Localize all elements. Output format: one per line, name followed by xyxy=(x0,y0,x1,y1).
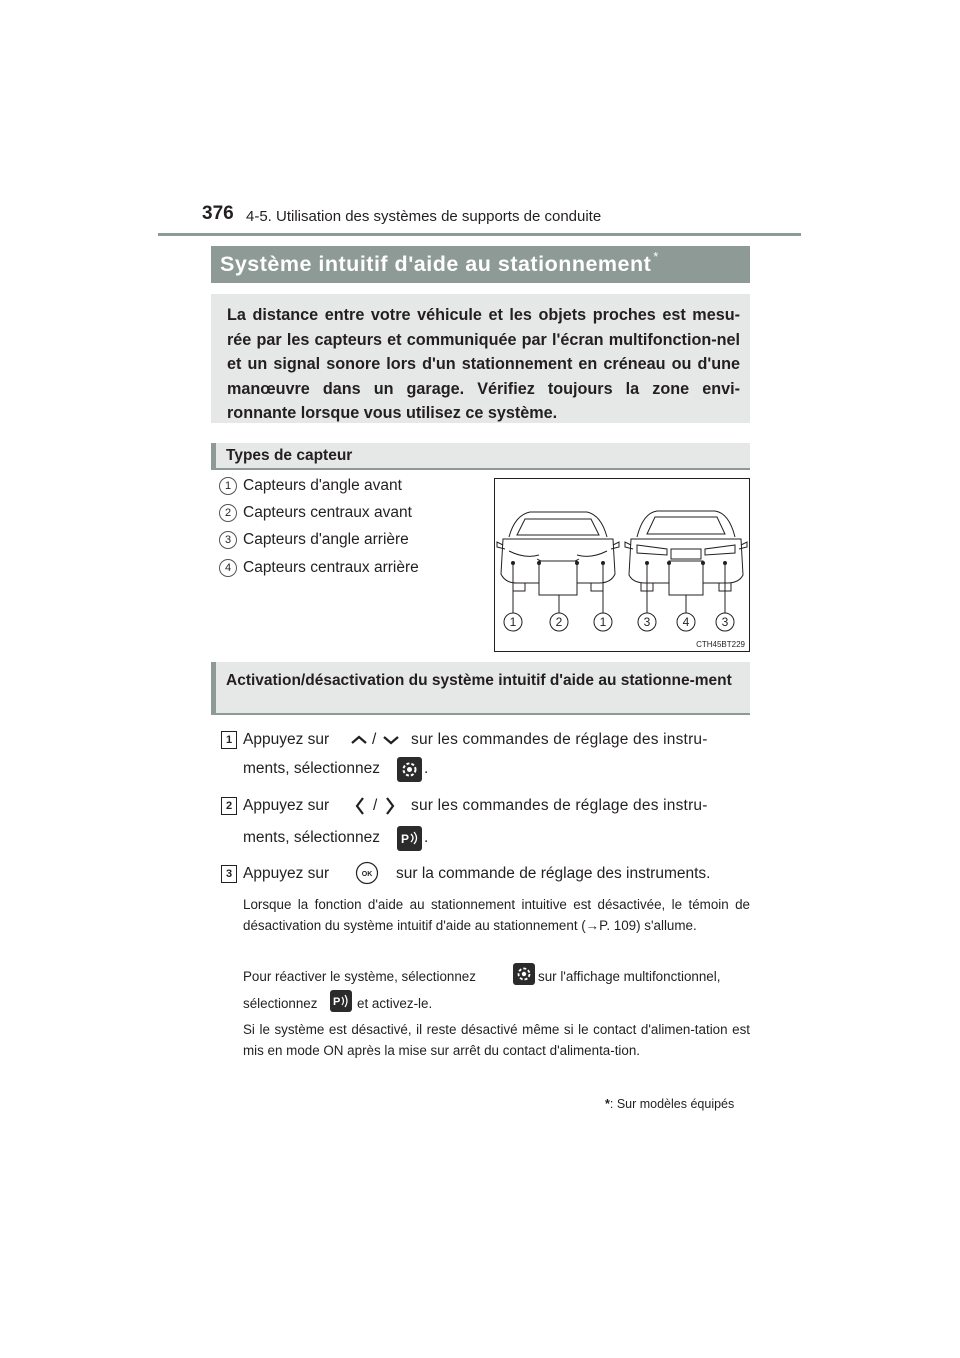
callout-2: 2 xyxy=(555,615,563,629)
svg-text:P: P xyxy=(333,996,341,1008)
car-diagram xyxy=(495,479,749,651)
page-number: 376 xyxy=(202,203,234,224)
gear-icon xyxy=(397,757,422,782)
front-headlights xyxy=(509,551,607,556)
step-number-1: 1 xyxy=(221,731,237,749)
note-reactivate-a: Pour réactiver le système, sélectionnez xyxy=(243,969,476,984)
chevron-left-icon xyxy=(353,795,367,817)
sensor-label-2: Capteurs centraux avant xyxy=(243,504,412,521)
intro-box xyxy=(211,294,750,423)
front-center-zone xyxy=(539,561,577,595)
step-2-prefix: Appuyez sur xyxy=(243,797,330,814)
sensor-label-1: Capteurs d'angle avant xyxy=(243,477,402,494)
activation-header xyxy=(211,662,750,715)
step-1-separator: / xyxy=(372,731,377,748)
footnote-asterisk: * xyxy=(605,1097,610,1111)
step-number-2: 2 xyxy=(221,797,237,815)
footnote xyxy=(605,1097,734,1111)
sensor-number-2: 2 xyxy=(219,504,237,522)
note-reactivate-b: sur l'affichage multifonctionnel, xyxy=(538,969,721,984)
front-right-mirror xyxy=(611,542,619,549)
callout-3a: 3 xyxy=(643,615,651,629)
parking-assist-icon-note xyxy=(330,990,352,1012)
svg-text:P: P xyxy=(401,832,410,846)
step-3-suffix: sur la commande de réglage des instruments. xyxy=(396,865,711,882)
note-deactivation: Lorsque la fonction d'aide au stationnement intuitive est désactivée, le témoin de désactivation du système intuitif d'aide au stationnement (→P. 109) s'allume. xyxy=(243,897,750,933)
ok-label: OK xyxy=(361,871,373,878)
parking-assist-icon xyxy=(397,826,422,851)
callout-1b: 1 xyxy=(599,615,607,629)
sensor-label-3: Capteurs d'angle arrière xyxy=(243,531,409,548)
step-2-line2: ments, sélectionnez xyxy=(243,829,380,846)
step-1-end: . xyxy=(424,760,429,777)
note-reactivate-c: sélectionnez xyxy=(243,996,318,1011)
step-number-3: 3 xyxy=(221,865,237,883)
sensor-number-4: 4 xyxy=(219,559,237,577)
step-1-suffix: sur les commandes de réglage des instru- xyxy=(411,731,708,748)
footnote-text: : Sur modèles équipés xyxy=(609,1097,735,1111)
rear-right-mirror xyxy=(739,542,747,549)
ok-button-icon xyxy=(355,861,379,885)
callout-1a: 1 xyxy=(509,615,517,629)
step-2-separator: / xyxy=(373,797,378,814)
activation-heading: Activation/désactivation du système intuitif d'aide au stationne-ment xyxy=(226,672,732,689)
note-reactivate-d: et activez-le. xyxy=(357,996,433,1011)
sensor-number-1: 1 xyxy=(219,477,237,495)
rear-plate-area xyxy=(671,549,701,559)
section-title: 4-5. Utilisation des systèmes de supports de conduite xyxy=(246,208,602,225)
step-1-line2: ments, sélectionnez xyxy=(243,760,380,777)
gear-icon-note xyxy=(513,963,535,985)
front-windshield xyxy=(517,519,599,535)
rear-center-zone xyxy=(669,561,703,595)
illustration-code: CTH45BT229 xyxy=(696,640,745,649)
rear-taillights xyxy=(637,545,735,555)
callout-4: 4 xyxy=(682,615,690,629)
step-2-suffix: sur les commandes de réglage des instru- xyxy=(411,797,708,814)
chevron-up-icon xyxy=(349,733,369,747)
front-car-roof xyxy=(509,512,607,537)
sensor-illustration xyxy=(494,478,750,652)
rear-window xyxy=(647,517,725,534)
intro-text: La distance entre votre véhicule et les objets proches est mesu-rée par les capteurs et communiquée par l'écran multifonction-nel et un signal sonore lors d'un stationnement en créneau ou d'une manœuvre dans un garage. Vérifiez toujours la zone envi-ronnante lorsque vous utilisez ce système. xyxy=(227,306,740,422)
sensor-types-heading: Types de capteur xyxy=(226,447,353,464)
sensor-types-header xyxy=(211,443,750,470)
rear-left-mirror xyxy=(625,542,633,549)
title-banner xyxy=(211,246,750,283)
step-1-prefix: Appuyez sur xyxy=(243,731,330,748)
callout-circles xyxy=(504,613,734,631)
step-3-prefix: Appuyez sur xyxy=(243,865,330,882)
header-rule xyxy=(158,233,801,236)
page-title-text: Système intuitif d'aide au stationnement xyxy=(220,252,652,276)
title-asterisk: * xyxy=(653,249,659,264)
note-power-mode: Si le système est désactivé, il reste désactivé même si le contact d'alimen-tation est mis en mode ON après la mise sur arrêt du contact d'alimenta-tion. xyxy=(243,1022,750,1058)
step-2-end: . xyxy=(424,829,429,846)
callout-3b: 3 xyxy=(721,615,729,629)
page-title xyxy=(220,249,659,277)
sensor-number-3: 3 xyxy=(219,531,237,549)
sensor-label-4: Capteurs centraux arrière xyxy=(243,559,419,576)
chevron-right-icon xyxy=(383,795,397,817)
chevron-down-icon xyxy=(381,733,401,747)
front-left-mirror xyxy=(497,542,505,549)
